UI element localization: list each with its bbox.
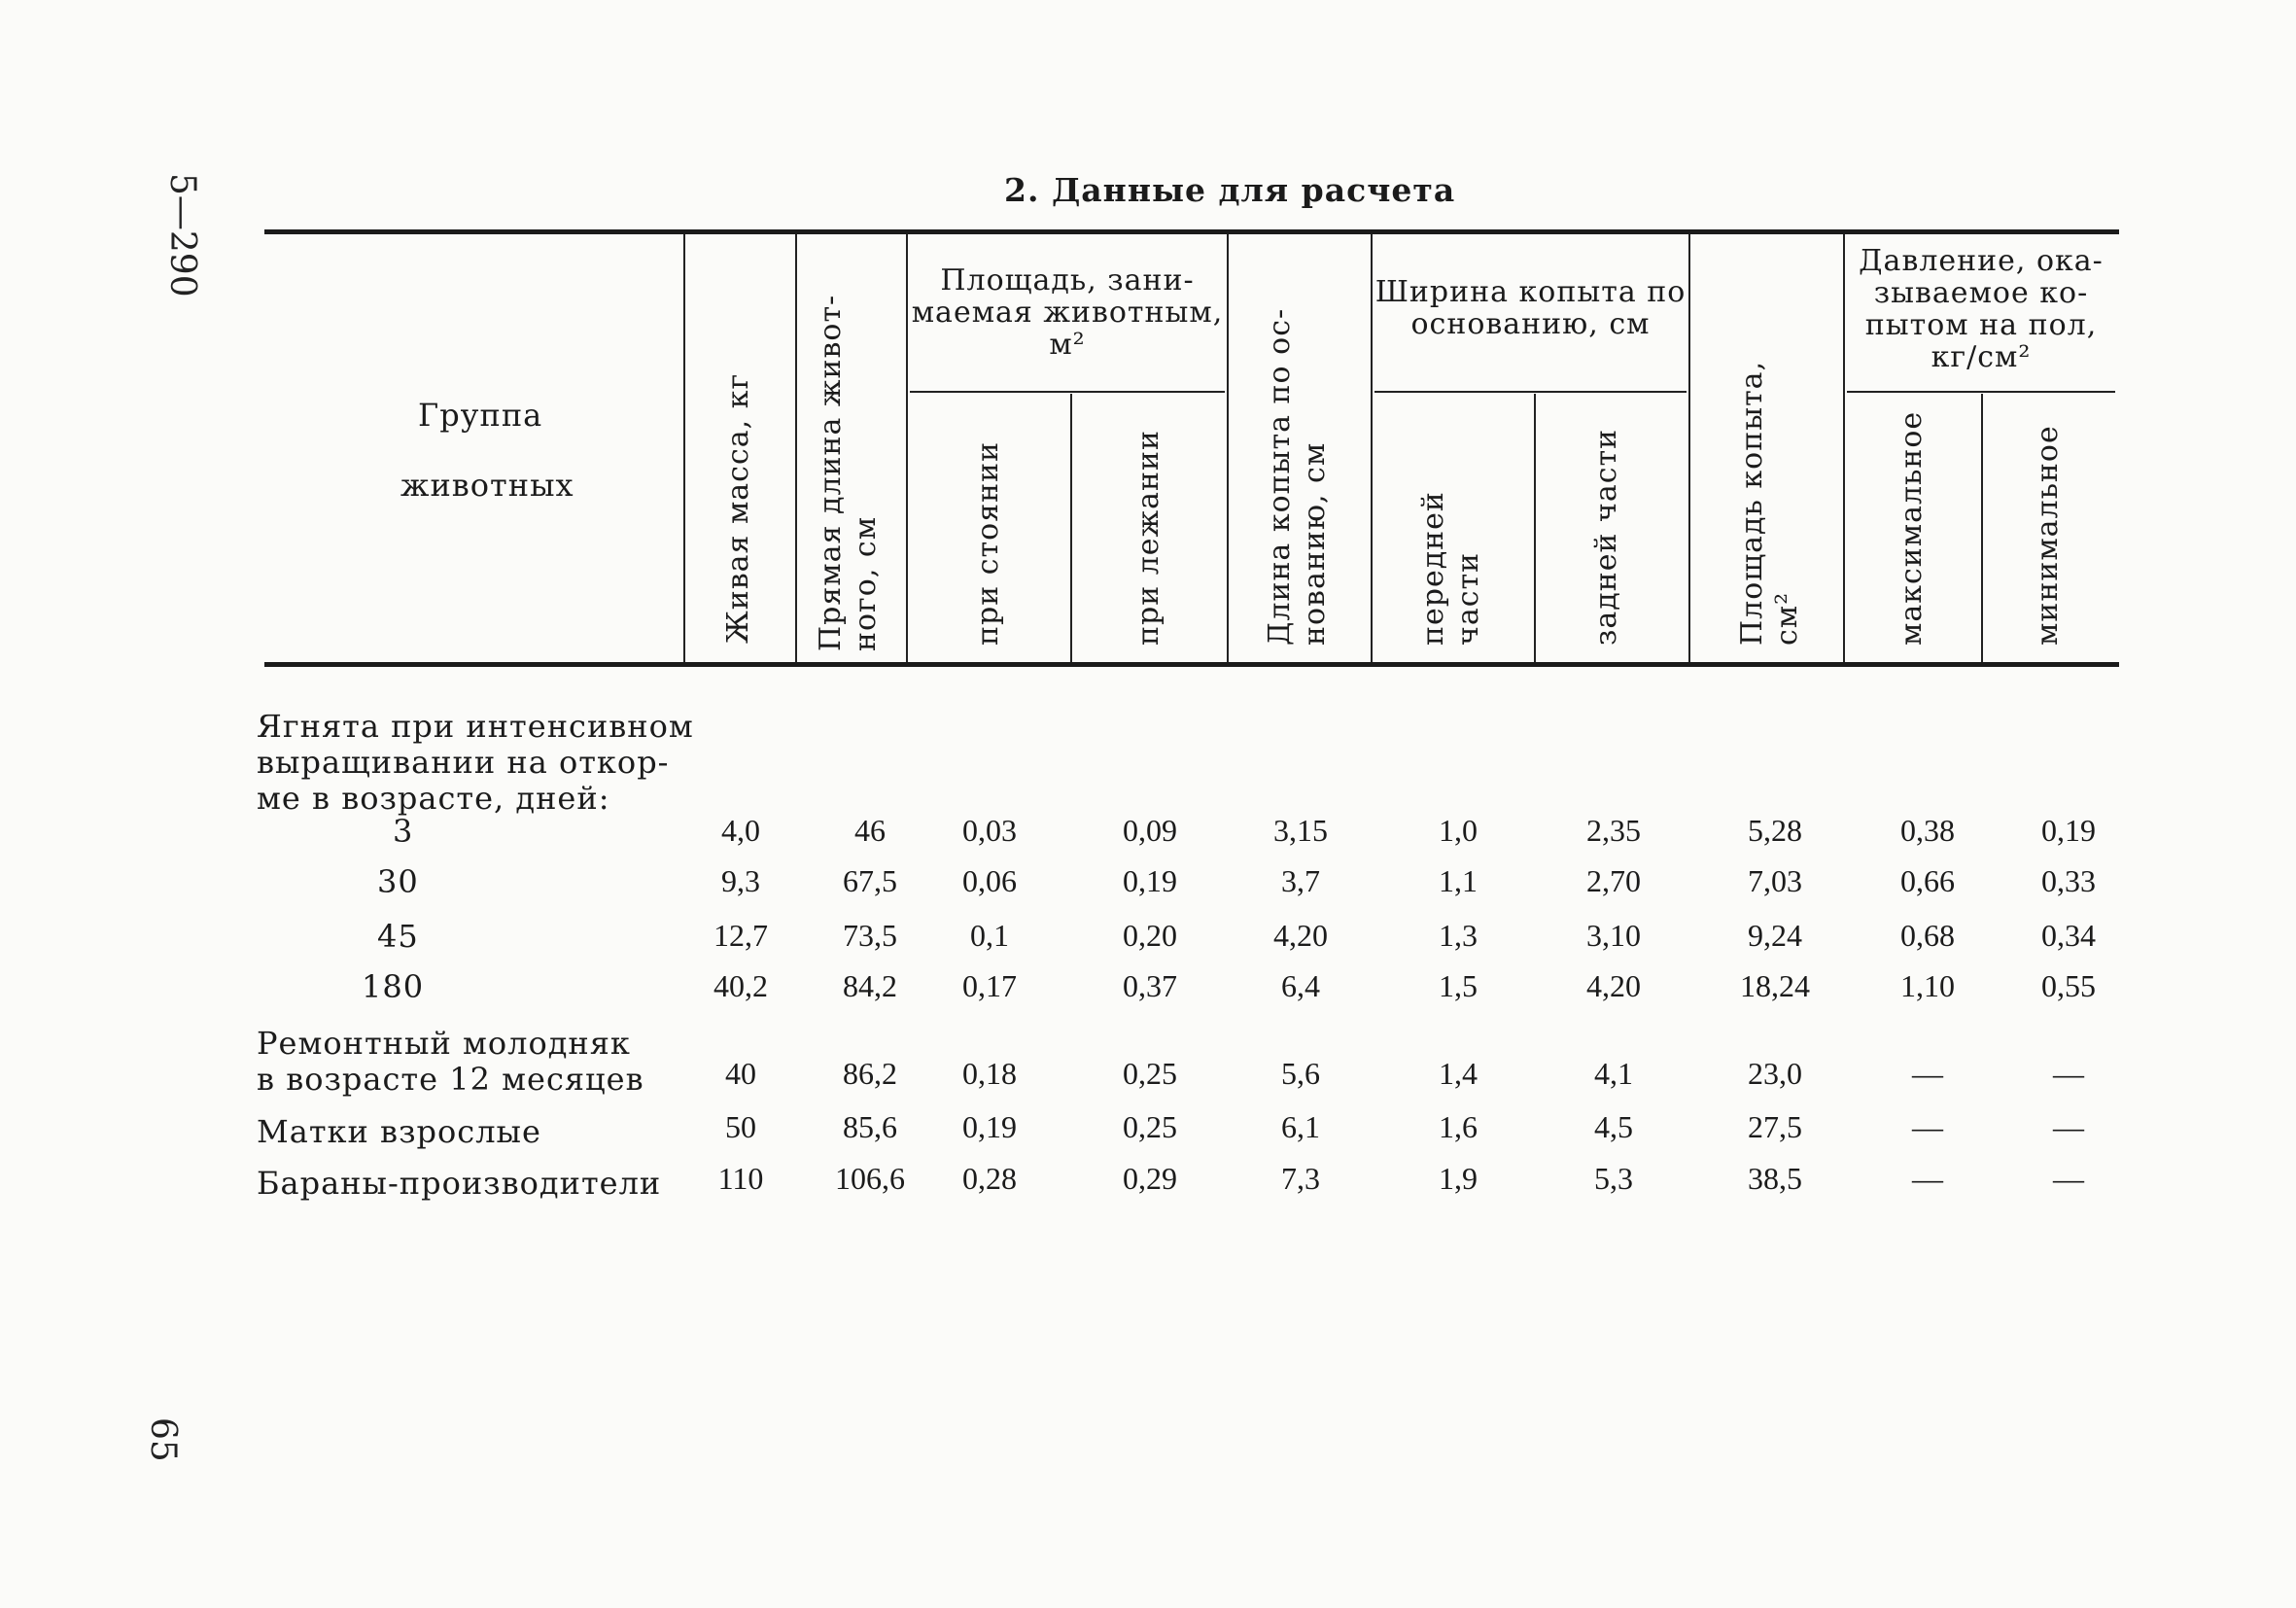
table-cell: 0,1 [970,918,1009,953]
row-label-3: 3 [393,813,414,850]
table-cell: 0,34 [2041,918,2096,953]
header-body-length-1: Прямая длина живот- [814,294,848,651]
table-cell: 0,29 [1123,1161,1177,1196]
table-cell: 6,4 [1281,968,1320,1003]
area-group-underline [910,391,1225,393]
table-cell: 0,03 [962,813,1017,848]
col-divider-3 [906,234,908,662]
table-cell: 4,5 [1594,1109,1633,1144]
table-cell: 73,5 [843,918,897,953]
table-cell: 1,10 [1900,968,1955,1003]
table-cell: 85,6 [843,1109,897,1144]
table-cell: 67,5 [843,863,897,898]
table-cell: 46 [854,813,886,848]
header-live-mass: Живая масса, кг [721,372,755,644]
table-cell: 4,0 [721,813,760,848]
table-cell: 27,5 [1748,1109,1802,1144]
col-divider-7 [1534,394,1536,662]
table-cell: 40 [725,1056,756,1091]
col-divider-1 [683,234,685,662]
row-label-rams: Бараны-производители [257,1165,662,1202]
table-cell: 0,66 [1900,863,1955,898]
header-bottom-rule [264,662,2119,667]
header-hoof-length-1: Длина копыта по ос- [1263,307,1297,646]
table-cell: 0,25 [1123,1056,1177,1091]
top-rule [264,229,2119,234]
row-label-lambs-2: выращивании на откор- [257,744,670,781]
table-cell: 1,9 [1439,1161,1478,1196]
table-cell: 0,33 [2041,863,2096,898]
table-cell: 1,1 [1439,863,1478,898]
header-front-2: части [1451,551,1485,646]
group-header-line2: животных [400,467,574,504]
table-cell: 3,15 [1273,813,1328,848]
col-divider-6 [1371,234,1373,662]
header-hoof-width-group: Ширина копыта по основанию, см [1374,275,1687,341]
table-cell: 0,55 [2041,968,2096,1003]
table-cell: 0,20 [1123,918,1177,953]
header-rear: задней части [1589,428,1623,646]
table-cell: 110 [717,1161,764,1196]
table-title: 2. Данные для расчета [1004,171,1456,209]
table-cell: 18,24 [1740,968,1810,1003]
table-cell: 0,06 [962,863,1017,898]
table-cell: 40,2 [713,968,768,1003]
table-cell: 0,25 [1123,1109,1177,1144]
group-header-line1: Группа [418,397,543,434]
table-cell: 4,20 [1273,918,1328,953]
table-cell: 4,1 [1594,1056,1633,1091]
header-pressure-min: минимальное [2031,425,2065,646]
col-divider-5 [1227,234,1229,662]
row-label-lambs-1: Ягнята при интенсивном [257,708,694,745]
table-cell: 84,2 [843,968,897,1003]
table-cell: 9,3 [721,863,760,898]
width-group-underline [1374,391,1687,393]
header-pressure-max: максимальное [1895,410,1929,646]
table-cell: — [2053,1056,2084,1091]
table-cell: 3,10 [1586,918,1641,953]
header-hoof-area-2: см² [1770,591,1804,646]
header-area-group: Площадь, зани-маемая животным, м² [911,263,1224,362]
table-cell: 1,5 [1439,968,1478,1003]
header-pressure-group: Давление, ока-зываемое ко-пытом на пол, кг/см² [1859,244,2104,374]
header-hoof-length-2: нованию, см [1298,441,1332,646]
table-cell: 4,20 [1586,968,1641,1003]
header-area-standing: при стоянии [971,440,1005,646]
pressure-group-underline [1847,391,2115,393]
table-cell: 50 [725,1109,756,1144]
table-cell: 6,1 [1281,1109,1320,1144]
table-cell: 5,28 [1748,813,1802,848]
table-cell: 7,3 [1281,1161,1320,1196]
side-code: 5—290 [162,173,202,297]
table-cell: 0,09 [1123,813,1177,848]
table-cell: 5,6 [1281,1056,1320,1091]
table-cell: 9,24 [1748,918,1802,953]
header-body-length-2: ного, см [849,515,883,651]
table-cell: 1,6 [1439,1109,1478,1144]
table-cell: — [2053,1161,2084,1196]
col-divider-2 [795,234,797,662]
table-cell: — [1912,1109,1943,1144]
table-cell: 2,70 [1586,863,1641,898]
header-hoof-area-1: Площадь копыта, [1735,360,1769,646]
row-label-45: 45 [377,918,419,955]
table-cell: 23,0 [1748,1056,1802,1091]
table-cell: 86,2 [843,1056,897,1091]
table-cell: 0,37 [1123,968,1177,1003]
table-cell: 7,03 [1748,863,1802,898]
table-cell: 0,38 [1900,813,1955,848]
table-cell: — [1912,1161,1943,1196]
row-label-replacement-2: в возрасте 12 месяцев [257,1061,644,1098]
table-cell: — [2053,1109,2084,1144]
row-label-30: 30 [377,863,419,900]
table-cell: 0,17 [962,968,1017,1003]
table-cell: 1,4 [1439,1056,1478,1091]
table-cell: 0,68 [1900,918,1955,953]
row-label-ewes: Матки взрослые [257,1113,541,1150]
table-cell: 0,19 [1123,863,1177,898]
col-divider-9 [1843,234,1845,662]
table-cell: 0,19 [962,1109,1017,1144]
col-divider-8 [1688,234,1690,662]
table-cell: 5,3 [1594,1161,1633,1196]
table-cell: 2,35 [1586,813,1641,848]
row-label-180: 180 [362,968,425,1005]
header-area-lying: при лежании [1131,429,1165,646]
page-number: 65 [143,1417,183,1462]
col-divider-4 [1070,394,1072,662]
row-label-replacement-1: Ремонтный молодняк [257,1025,631,1062]
table-cell: 38,5 [1748,1161,1802,1196]
table-cell: 0,28 [962,1161,1017,1196]
table-cell: 1,3 [1439,918,1478,953]
table-cell: 0,18 [962,1056,1017,1091]
table-cell: 106,6 [835,1161,905,1196]
header-front-1: передней [1416,491,1450,646]
table-cell: 12,7 [713,918,768,953]
table-cell: 1,0 [1439,813,1478,848]
table-cell: 0,19 [2041,813,2096,848]
table-cell: 3,7 [1281,863,1320,898]
table-cell: — [1912,1056,1943,1091]
col-divider-10 [1981,394,1983,662]
row-label-lambs-3: ме в возрасте, дней: [257,780,610,817]
